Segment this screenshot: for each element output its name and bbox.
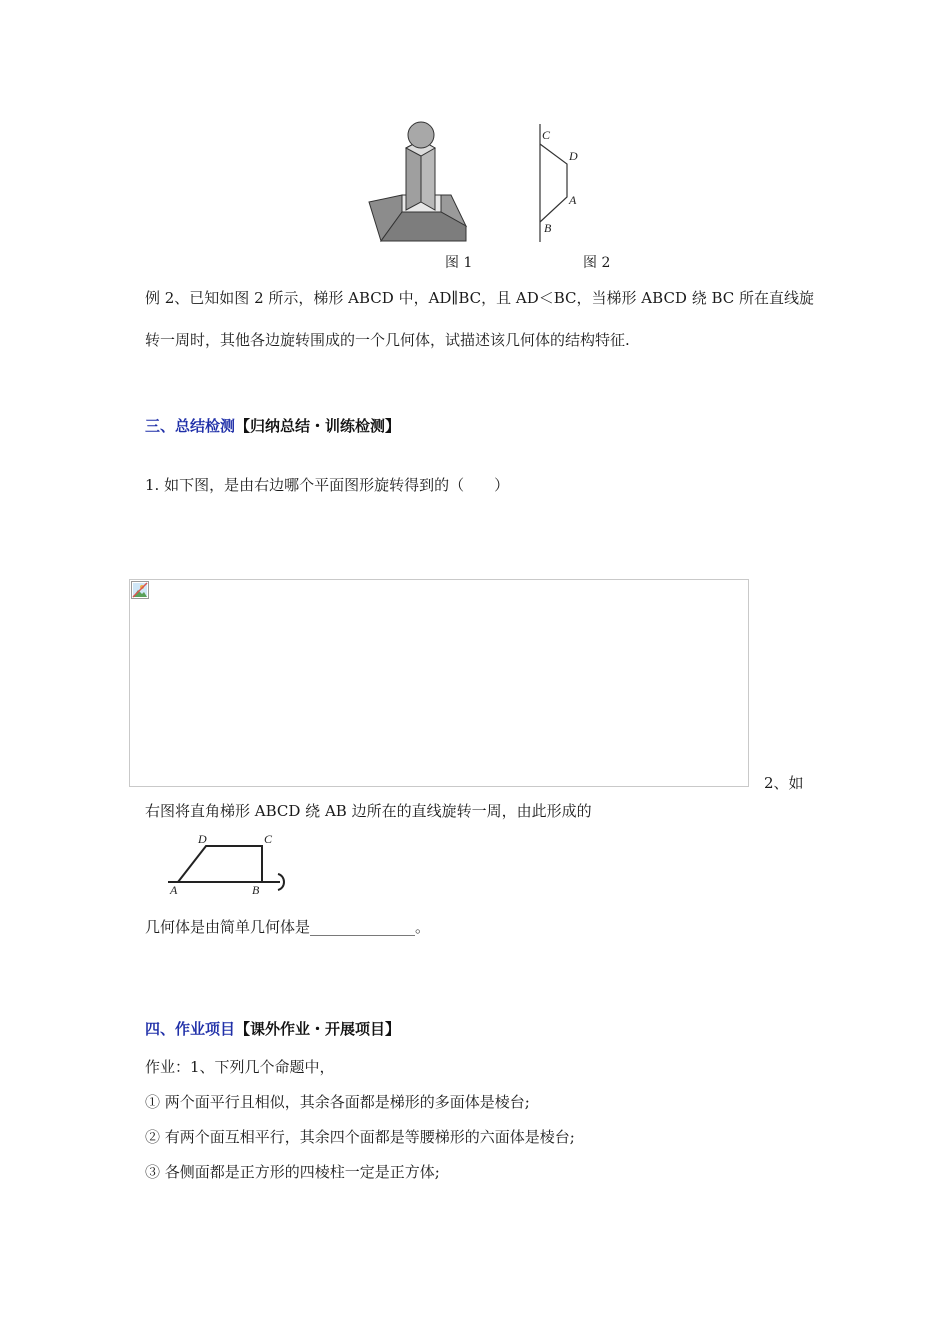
figure-2-caption: 图 2: [583, 255, 611, 271]
label-d: D: [569, 149, 578, 163]
section-3-title: 三、总结检测: [145, 417, 236, 435]
label-c: C: [264, 832, 273, 846]
label-a: A: [170, 883, 178, 897]
label-d: D: [198, 832, 207, 846]
homework-intro: 作业：1、下列几个命题中，: [145, 1058, 335, 1076]
figure-1-caption: 图 1: [445, 255, 473, 271]
homework-item-2: ② 有两个面互相平行，其余四个面都是等腰梯形的六面体是棱台;: [145, 1128, 575, 1146]
broken-image-icon: [131, 581, 149, 599]
label-b: B: [544, 221, 552, 235]
trapezoid-outline: [540, 144, 567, 222]
homework-item-1: ① 两个面平行且相似，其余各面都是梯形的多面体是棱台;: [145, 1093, 530, 1111]
section-4-title: 四、作业项目: [145, 1020, 236, 1038]
question-1-image-placeholder: [129, 579, 749, 787]
question-2-figure: [160, 832, 295, 900]
figure-1-solid: [366, 120, 471, 245]
question-2-line-2: 几何体是由简单几何体是______________。: [145, 918, 431, 936]
question-2-line-1: 右图将直角梯形 ABCD 绕 AB 边所在的直线旋转一周，由此形成的: [145, 802, 592, 820]
question-1-text: 1. 如下图，是由右边哪个平面图形旋转得到的（ ）: [145, 476, 510, 494]
label-c: C: [542, 128, 551, 142]
homework-item-3: ③ 各侧面都是正方形的四棱柱一定是正方体;: [145, 1163, 440, 1181]
label-a: A: [569, 193, 577, 207]
section-3-heading: [145, 415, 400, 436]
example-2-line-2: 转一周时，其他各边旋转围成的一个几何体，试描述该几何体的结构特征.: [145, 331, 630, 349]
section-4-subtitle: 【课外作业・开展项目】: [235, 1020, 401, 1038]
question-2-prefix: 2、如: [764, 774, 804, 792]
right-trapezoid-outline: [178, 846, 262, 882]
section-3-subtitle: 【归纳总结・训练检测】: [235, 417, 401, 435]
figure-2-trapezoid: [530, 120, 590, 245]
section-4-heading: [145, 1018, 400, 1039]
example-2-line-1: 例 2、已知如图 2 所示，梯形 ABCD 中，AD∥BC，且 AD＜BC，当梯形 ABCD 绕 BC 所在直线旋: [145, 289, 815, 307]
label-b: B: [252, 883, 260, 897]
